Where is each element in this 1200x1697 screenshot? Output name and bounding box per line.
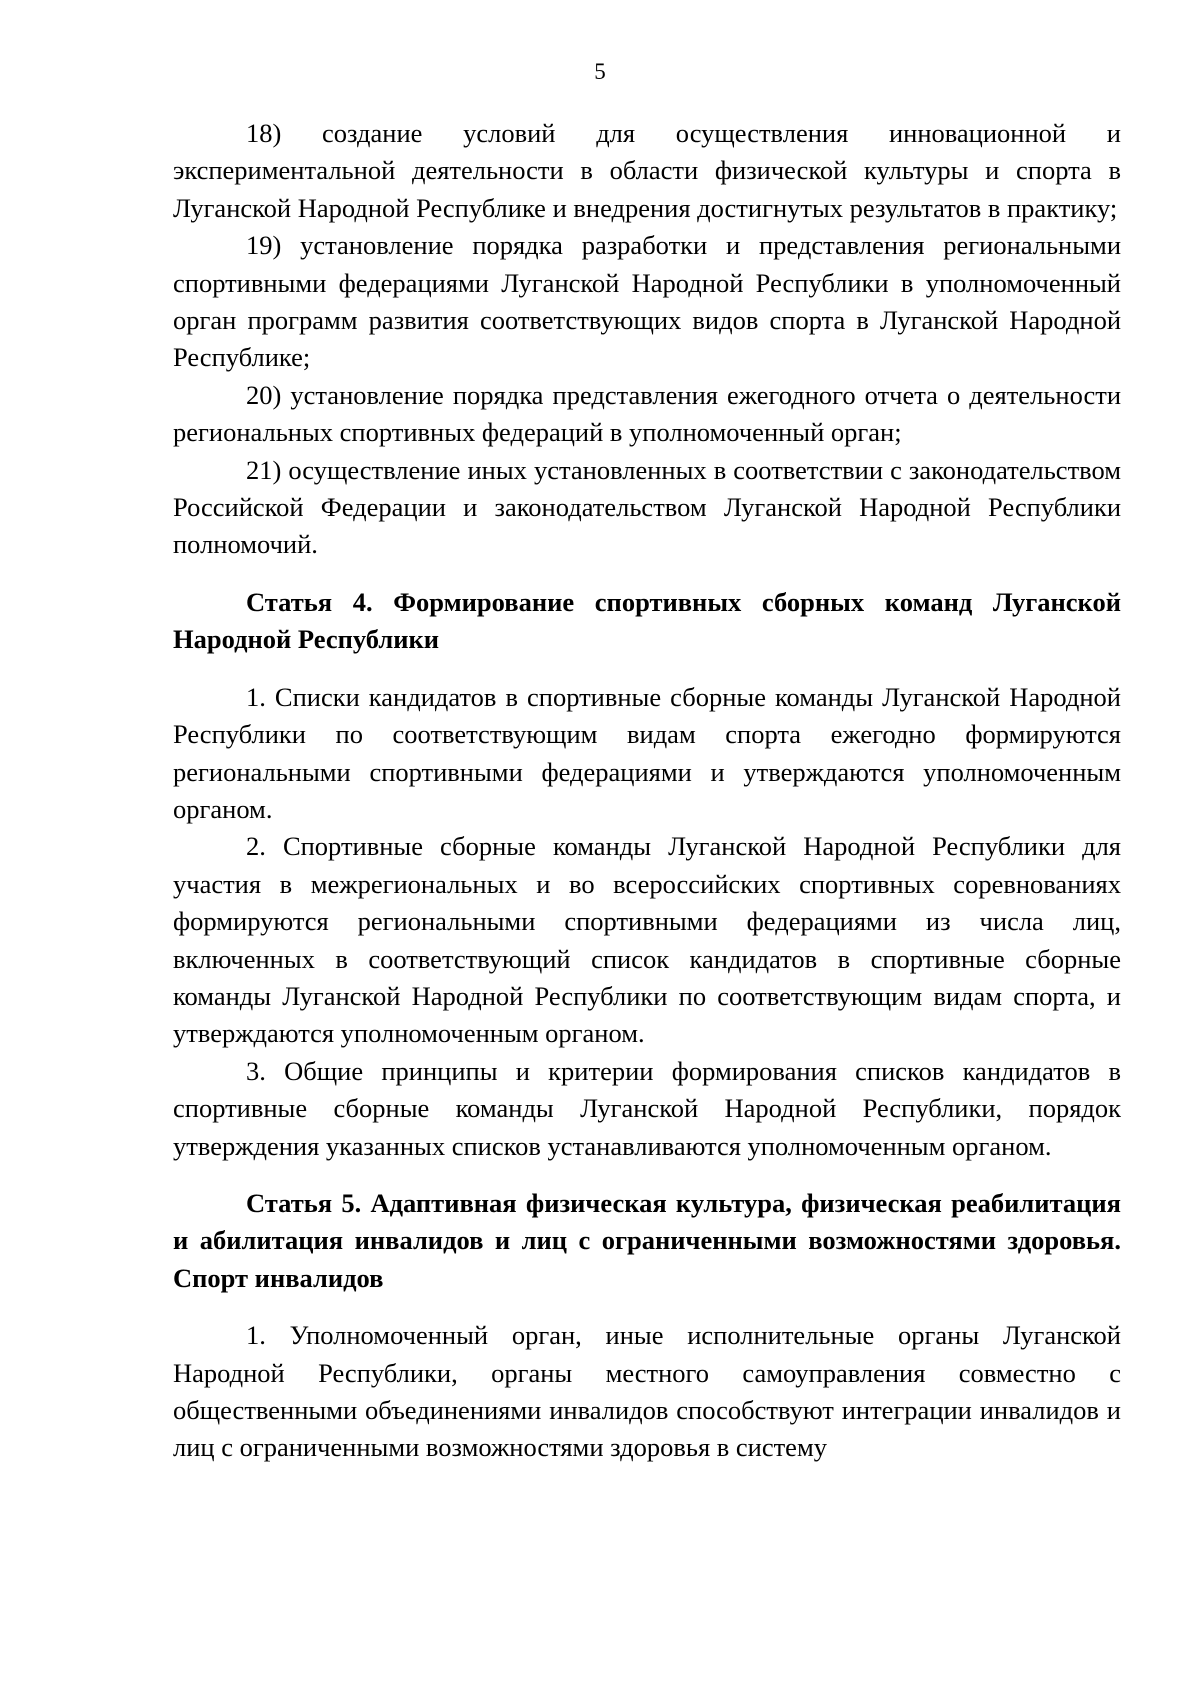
article-4-heading: Статья 4. Формирование спортивных сборных команд Луганской Народной Республики xyxy=(173,586,1121,655)
document-body xyxy=(173,115,1121,1467)
list-item-18: 18) создание условий для осуществления инновационной и экспериментальной деятельности в области физической культуры и спорта в Луганской Народной Республике и внедрения достигнутых результатов в практику; xyxy=(173,118,1121,223)
article-4-paragraph-1: 1. Списки кандидатов в спортивные сборные команды Луганской Народной Республики по соответствующим видам спорта ежегодно формируются региональными спортивными федерациями и утверждаются уполномоченным органом. xyxy=(173,681,1121,824)
list-item-21: 21) осуществление иных установленных в соответствии с законодательством Российской Федерации и законодательством Луганской Народной Республики полномочий. xyxy=(173,454,1121,560)
article-5-paragraph-1: 1. Уполномоченный орган, иные исполнительные органы Луганской Народной Республики, органы местного самоуправления совместно с общественными объединениями инвалидов способствуют интеграции инвалидов и лиц с ограниченными возможностями здоровья в систему xyxy=(173,1320,1121,1463)
article-4-paragraph-2: 2. Спортивные сборные команды Луганской Народной Республики для участия в межрегиональных и во всероссийских спортивных соревнованиях формируются региональными спортивными федерациями из числа лиц, включенных в соответствующий список кандидатов в спортивные сборные команды Луганской Народной Республики по соответствующим видам спорта, и утверждаются уполномоченным органом. xyxy=(173,831,1121,1049)
article-4-paragraph-3: 3. Общие принципы и критерии формирования списков кандидатов в спортивные сборные команды Луганской Народной Республики, порядок утверждения указанных списков устанавливаются уполномоченным органом. xyxy=(173,1055,1121,1161)
article-5-heading: Статья 5. Адаптивная физическая культура, физическая реабилитация и абилитация инвалидов и лиц с ограниченными возможностями здоровья. Спорт инвалидов xyxy=(173,1187,1121,1293)
page-number: 5 xyxy=(594,59,606,84)
list-item-20: 20) установление порядка представления ежегодного отчета о деятельности региональных спортивных федераций в уполномоченный орган; xyxy=(173,379,1121,448)
list-item-19: 19) установление порядка разработки и представления региональными спортивными федерациями Луганской Народной Республики в уполномоченный орган программ развития соответствующих видов спорта в Луганской Народной Республике; xyxy=(173,230,1121,373)
